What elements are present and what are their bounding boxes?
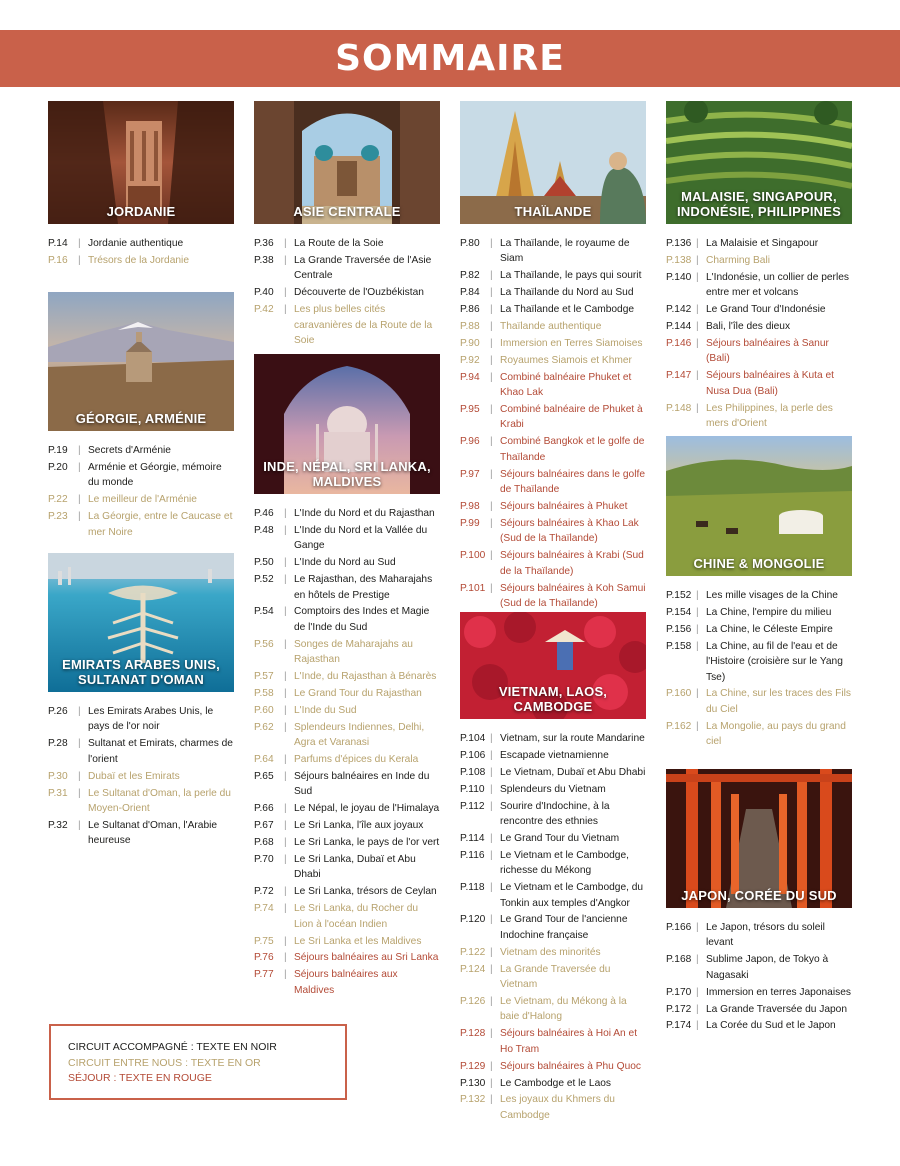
toc-entry[interactable]: P.22 | Le meilleur de l'Arménie: [48, 494, 197, 506]
toc-entry[interactable]: P.62 | Splendeurs Indiennes, Delhi, Agra et Varanasi: [254, 721, 425, 749]
legend-sejour: SÉJOUR : TEXTE EN ROUGE: [68, 1072, 212, 1084]
toc-entry[interactable]: P.112 | Sourire d'Indochine, à la rencontre des ethnies: [460, 800, 610, 828]
toc-entry[interactable]: P.158 | La Chine, au fil de l'eau et de l'Histoire (croisière sur le Yang Tse): [666, 640, 843, 683]
toc-entry[interactable]: P.110 | Splendeurs du Vietnam: [460, 783, 606, 795]
toc-entry[interactable]: P.77 | Séjours balnéaires aux Maldives: [254, 969, 398, 996]
toc-entry[interactable]: P.67 | Le Sri Lanka, l'île aux joyaux: [254, 820, 424, 832]
photo-malaisie: [666, 101, 852, 224]
toc-entry[interactable]: P.146 | Séjours balnéaires à Sanur (Bali): [666, 337, 829, 365]
toc-entry[interactable]: P.136 | La Malaisie et Singapour: [666, 238, 819, 249]
toc-entry[interactable]: P.144 | Bali, l'île des dieux: [666, 321, 791, 333]
toc-entry[interactable]: P.147 | Séjours balnéaires à Kuta et Nusa Dua (Bali): [666, 370, 834, 397]
toc-entry[interactable]: P.72 | Le Sri Lanka, trésors de Ceylan: [254, 886, 437, 898]
section-malaisie: [666, 101, 852, 433]
toc-entry[interactable]: P.101 | Séjours balnéaires à Koh Samui (Sud de la Thaïlande): [460, 582, 646, 609]
toc-entry[interactable]: P.31 | Le Sultanat d'Oman, la perle du Moyen-Orient: [48, 787, 231, 814]
toc-entry[interactable]: P.58 | Le Grand Tour du Rajasthan: [254, 687, 422, 699]
toc-entry[interactable]: P.38 | La Grande Traversée de l'Asie Centrale: [254, 254, 432, 282]
toc-entry[interactable]: P.170 | Immersion en terres Japonaises: [666, 986, 851, 998]
toc-entry[interactable]: P.96 | Combiné Bangkok et le golfe de Thaïlande: [460, 436, 645, 463]
toc-entry[interactable]: P.28 | Sultanat et Emirats, charmes de l'orient: [48, 738, 233, 765]
section-inde: [254, 354, 440, 1000]
toc-entry[interactable]: P.36 | La Route de la Soie: [254, 238, 384, 249]
legend-box: [49, 1024, 347, 1100]
section-thailande: [460, 101, 646, 613]
toc-entry[interactable]: P.166 | Le Japon, trésors du soleil levant: [666, 922, 825, 949]
toc-entry[interactable]: P.95 | Combiné balnéaire de Phuket à Krabi: [460, 404, 643, 431]
toc-entry[interactable]: P.76 | Séjours balnéaires au Sri Lanka: [254, 952, 439, 964]
toc-entry[interactable]: P.92 | Royaumes Siamois et Khmer: [460, 354, 632, 366]
toc-entry[interactable]: P.120 | Le Grand Tour de l'ancienne Indochine française: [460, 914, 628, 941]
toc-entry[interactable]: P.65 | Séjours balnéaires en Inde du Sud: [254, 771, 430, 798]
toc-entry[interactable]: P.118 | Le Vietnam et le Cambodge, du Tonkin aux temples d'Angkor: [460, 882, 644, 909]
toc-entry[interactable]: P.68 | Le Sri Lanka, le pays de l'or vert: [254, 837, 440, 849]
toc-entry[interactable]: P.88 | Thaïlande authentique: [460, 321, 602, 333]
title-banner: [0, 30, 900, 87]
toc-entry[interactable]: P.66 | Le Népal, le joyau de l'Himalaya: [254, 803, 440, 815]
toc-entry[interactable]: P.70 | Le Sri Lanka, Dubaï et Abu Dhabi: [254, 854, 416, 881]
section-jordanie: [48, 101, 234, 270]
toc-entry[interactable]: P.97 | Séjours balnéaires dans le golfe de Thaïlande: [460, 468, 645, 496]
section-title: GÉORGIE, ARMÉNIE: [75, 411, 207, 426]
section-georgie: [48, 292, 234, 541]
toc-entry[interactable]: P.80 | La Thaïlande, le royaume de Siam: [460, 238, 630, 265]
photo-chine: [666, 436, 852, 576]
toc-entry[interactable]: P.48 | L'Inde du Nord et la Vallée du Gange: [254, 524, 428, 552]
toc-entry[interactable]: P.168 | Sublime Japon, de Tokyo à Nagasaki: [666, 954, 829, 981]
photo-jordanie: [48, 101, 234, 224]
toc-entry[interactable]: P.148 | Les Philippines, la perle des mers d'Orient: [666, 402, 833, 429]
photo-inde: [254, 354, 440, 494]
toc-entry[interactable]: P.50 | L'Inde du Nord au Sud: [254, 557, 396, 569]
toc-entry[interactable]: P.14 | Jordanie authentique: [48, 238, 184, 249]
section-title: MALAISIE, SINGAPOUR, INDONÉSIE, PHILIPPINES: [676, 189, 842, 219]
toc-entry[interactable]: P.154 | La Chine, l'empire du milieu: [666, 606, 832, 618]
section-emirats: [48, 553, 234, 850]
section-title: CHINE & MONGOLIE: [693, 556, 825, 571]
toc-entry[interactable]: P.122 | Vietnam des minorités: [460, 946, 601, 958]
toc-entry[interactable]: P.152 | Les mille visages de la Chine: [666, 590, 838, 601]
toc-entry[interactable]: P.86 | La Thaïlande et le Cambodge: [460, 304, 635, 316]
toc-entry[interactable]: P.140 | L'Indonésie, un collier de perles entre mer et volcans: [666, 271, 849, 299]
toc-entry[interactable]: P.116 | Le Vietnam et le Cambodge, richesse du Mékong: [460, 849, 629, 877]
section-title: ASIE CENTRALE: [293, 204, 401, 219]
toc-entry[interactable]: P.64 | Parfums d'épices du Kerala: [254, 754, 419, 766]
legend-circuit-accompagne: CIRCUIT ACCOMPAGNÉ : TEXTE EN NOIR: [68, 1041, 277, 1053]
toc-entry[interactable]: P.56 | Songes de Maharajahs au Rajasthan: [254, 638, 413, 666]
toc-entry[interactable]: P.114 | Le Grand Tour du Vietnam: [460, 832, 620, 844]
photo-japon: [666, 769, 852, 908]
section-title: INDE, NÉPAL, SRI LANKA, MALDIVES: [263, 459, 431, 489]
toc-entry[interactable]: P.57 | L'Inde, du Rajasthan à Bénarès: [254, 671, 437, 683]
toc-entry[interactable]: P.54 | Comptoirs des Indes et Magie de l'Inde du Sud: [254, 606, 430, 633]
photo-georgie: [48, 292, 234, 431]
toc-entry[interactable]: P.128 | Séjours balnéaires à Hoi An et Ho Tram: [460, 1028, 638, 1055]
toc-entry[interactable]: P.108 | Le Vietnam, Dubaï et Abu Dhabi: [460, 766, 646, 778]
toc-entry[interactable]: P.75 | Le Sri Lanka et les Maldives: [254, 935, 422, 947]
photo-asie-centrale: [254, 101, 440, 224]
toc-entry[interactable]: P.104 | Vietnam, sur la route Mandarine: [460, 733, 645, 744]
toc-entry[interactable]: P.46 | L'Inde du Nord et du Rajasthan: [254, 508, 435, 519]
toc-entry[interactable]: P.174 | La Corée du Sud et le Japon: [666, 1020, 836, 1032]
toc-entry[interactable]: P.32 | Le Sultanat d'Oman, l'Arabie heureuse: [48, 819, 218, 847]
section-chine: [666, 436, 852, 751]
toc-entry[interactable]: P.132 | Les joyaux du Khmers du Cambodge: [460, 1094, 615, 1121]
toc-entry[interactable]: P.74 | Le Sri Lanka, du Rocher du Lion à l'océan Indien: [254, 903, 419, 930]
section-vietnam: [460, 612, 646, 1125]
toc-entry[interactable]: P.106 | Escapade vietnamienne: [460, 749, 609, 761]
toc-entry[interactable]: P.98 | Séjours balnéaires à Phuket: [460, 501, 628, 512]
section-title: JAPON, CORÉE DU SUD: [681, 888, 837, 903]
toc-entry[interactable]: P.99 | Séjours balnéaires à Khao Lak (Sud de la Thaïlande): [460, 517, 639, 545]
section-title: VIETNAM, LAOS, CAMBODGE: [498, 684, 608, 714]
toc-entry[interactable]: P.30 | Dubaï et les Emirats: [48, 770, 180, 782]
photo-thailande: [460, 101, 646, 224]
photo-emirats: [48, 553, 234, 692]
toc-entry[interactable]: P.156 | La Chine, le Céleste Empire: [666, 623, 833, 635]
toc-entry[interactable]: P.82 | La Thaïlande, le pays qui sourit: [460, 270, 642, 282]
toc-entry[interactable]: P.40 | Découverte de l'Ouzbékistan: [254, 287, 424, 299]
toc-entry[interactable]: P.94 | Combiné balnéaire Phuket et Khao Lak: [460, 371, 632, 399]
toc-entry[interactable]: P.126 | Le Vietnam, du Mékong à la baie d'Halong: [460, 996, 627, 1023]
toc-entry[interactable]: P.100 | Séjours balnéaires à Krabi (Sud de la Thaïlande): [460, 550, 644, 577]
toc-entry[interactable]: P.84 | La Thaïlande du Nord au Sud: [460, 287, 634, 299]
toc-entry[interactable]: P.162 | La Mongolie, au pays du grand ciel: [666, 720, 846, 748]
toc-entry[interactable]: P.142 | Le Grand Tour d'Indonésie: [666, 304, 826, 316]
section-title: JORDANIE: [106, 204, 176, 219]
toc-entry[interactable]: P.26 | Les Emirats Arabes Unis, le pays de l'or noir: [48, 706, 214, 733]
toc-entry[interactable]: P.138 | Charming Bali: [666, 254, 770, 266]
photo-vietnam: [460, 612, 646, 719]
toc-entry[interactable]: P.23 | La Géorgie, entre le Caucase et mer Noire: [48, 511, 233, 538]
section-asie-centrale: [254, 101, 440, 350]
toc-entry[interactable]: P.42 | Les plus belles cités caravanières de la Route de la Soie: [254, 304, 433, 346]
toc-entry[interactable]: P.20 | Arménie et Géorgie, mémoire du monde: [48, 461, 222, 489]
toc-entry[interactable]: P.172 | La Grande Traversée du Japon: [666, 1003, 848, 1015]
toc-entry[interactable]: P.19 | Secrets d'Arménie: [48, 445, 171, 456]
section-title: THAÏLANDE: [514, 204, 592, 219]
toc-entry[interactable]: P.60 | L'Inde du Sud: [254, 704, 357, 716]
legend-circuit-entre-nous: CIRCUIT ENTRE NOUS : TEXTE EN OR: [68, 1056, 261, 1069]
toc-entry[interactable]: P.16 | Trésors de la Jordanie: [48, 254, 189, 266]
toc-entry[interactable]: P.129 | Séjours balnéaires à Phu Quoc: [460, 1060, 642, 1072]
page-title: SOMMAIRE: [335, 38, 565, 79]
toc-entry[interactable]: P.124 | La Grande Traversée du Vietnam: [460, 963, 611, 991]
toc-entry[interactable]: P.160 | La Chine, sur les traces des Fils du Ciel: [666, 688, 851, 715]
toc-entry[interactable]: P.130 | Le Cambodge et le Laos: [460, 1077, 612, 1089]
toc-entry[interactable]: P.90 | Immersion en Terres Siamoises: [460, 337, 643, 349]
section-japon: [666, 769, 852, 1035]
yurt-image: [666, 436, 852, 576]
section-title: EMIRATS ARABES UNIS, SULTANAT D'OMAN: [62, 657, 220, 687]
toc-entry[interactable]: P.52 | Le Rajasthan, des Maharajahs en hôtels de Prestige: [254, 574, 433, 601]
